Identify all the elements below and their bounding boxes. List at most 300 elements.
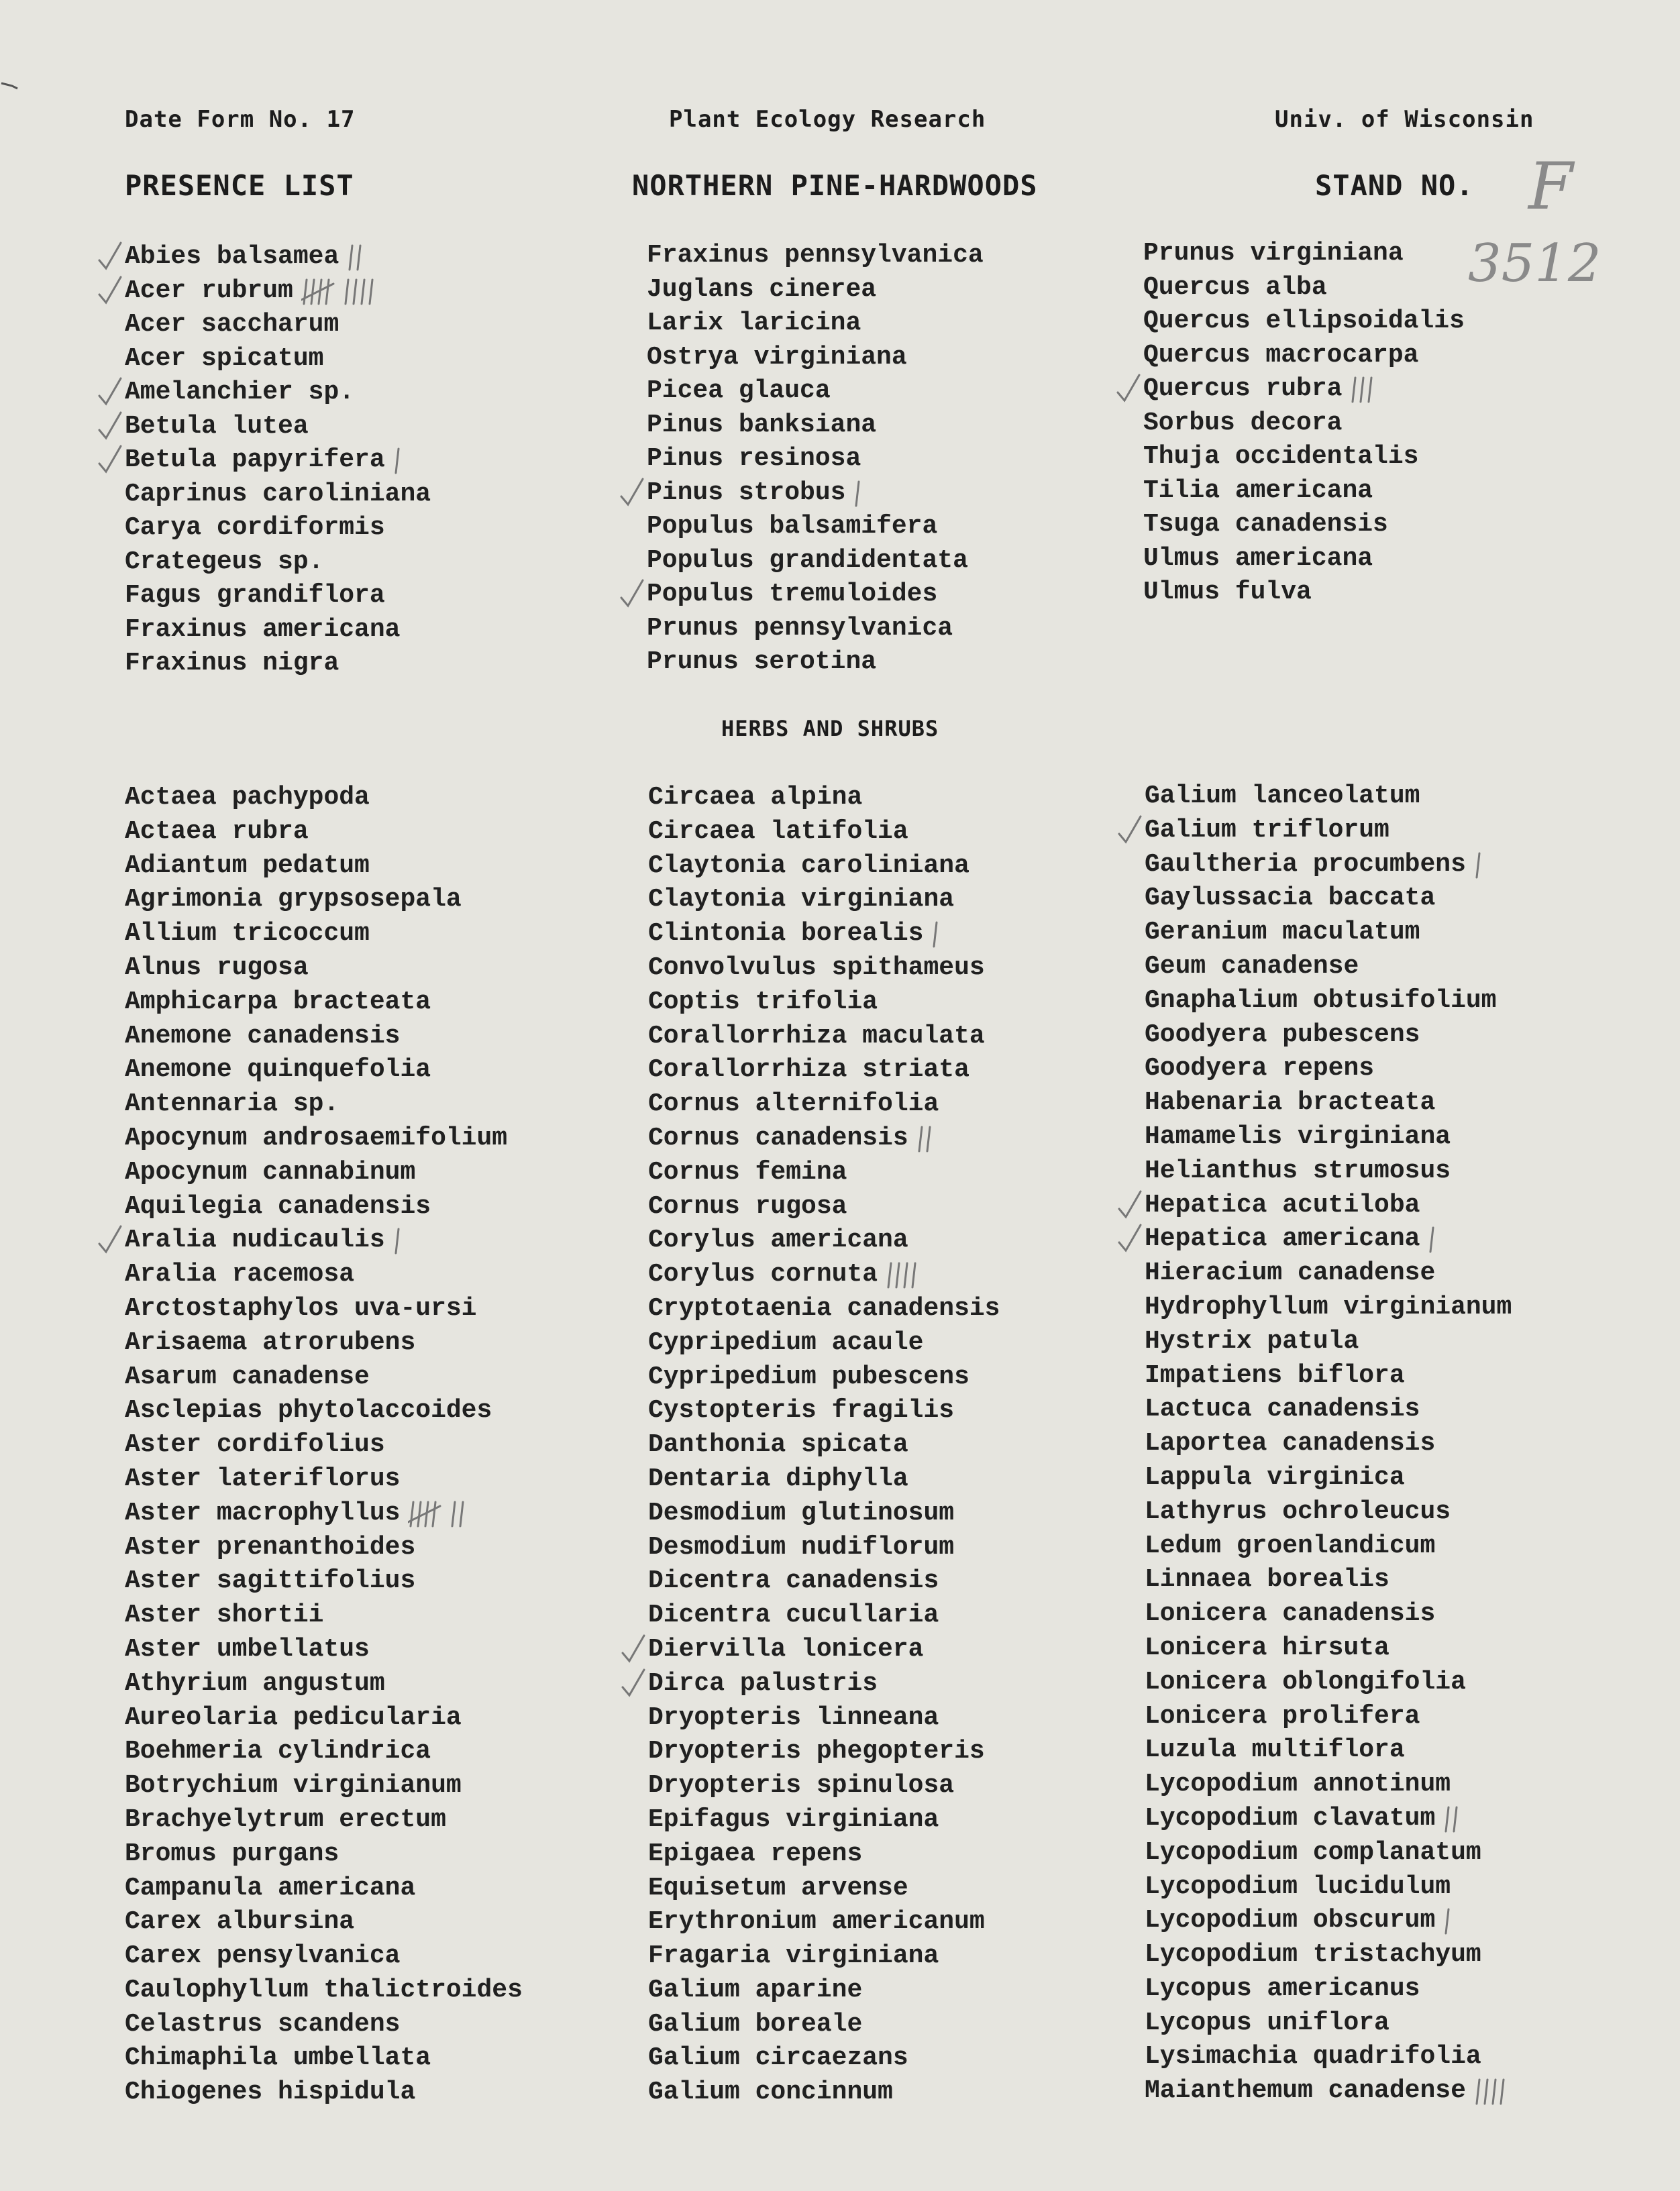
species-pinus-resinosa <box>647 442 984 476</box>
trees-column-2 <box>647 239 984 680</box>
species-name: Hydrophyllum virginianum <box>1145 1292 1512 1322</box>
species-galium-triflorum <box>1145 814 1512 848</box>
species-name: Abies balsamea <box>125 242 339 271</box>
species-coptis-trifolia <box>648 985 1000 1020</box>
species-betula-papyrifera <box>125 443 431 478</box>
species-carya-cordiformis <box>125 511 431 545</box>
species-name: Luzula multiflora <box>1145 1735 1405 1765</box>
species-name: Impatiens biflora <box>1145 1360 1405 1390</box>
species-arisaema-atrorubens <box>125 1326 523 1360</box>
species-name: Tsuga canadensis <box>1143 510 1388 539</box>
species-name: Caulophyllum thalictroides <box>125 1975 523 2005</box>
species-ulmus-americana <box>1143 542 1465 576</box>
species-lathyrus-ochroleucus <box>1145 1495 1512 1530</box>
species-corylus-cornuta <box>648 1258 1000 1292</box>
species-lycopus-uniflora <box>1145 2007 1512 2041</box>
species-name: Prunus pennsylvanica <box>647 613 953 643</box>
form-number: Date Form No. 17 <box>125 106 356 133</box>
species-lycopodium-lucidulum <box>1145 1870 1512 1905</box>
tally-marks <box>931 920 946 949</box>
species-lycopodium-complanatum <box>1145 1836 1512 1870</box>
species-name: Pinus banksiana <box>647 410 877 439</box>
species-name: Lonicera prolifera <box>1145 1701 1420 1731</box>
species-name: Corallorrhiza maculata <box>648 1021 985 1051</box>
check-mark-icon <box>97 240 123 271</box>
species-name: Adiantum pedatum <box>125 851 370 880</box>
species-allium-tricoccum <box>125 917 523 951</box>
species-name: Crategeus sp. <box>125 547 324 576</box>
species-circaea-latifolia <box>648 815 1000 849</box>
species-name: Clintonia borealis <box>648 919 924 949</box>
species-name: Amelanchier sp. <box>125 378 355 407</box>
species-aster-cordifolius <box>125 1428 523 1462</box>
check-mark-icon <box>97 1224 123 1254</box>
species-name: Aster macrophyllus <box>125 1498 401 1528</box>
species-name: Allium tricoccum <box>125 919 370 949</box>
tally-marks <box>886 1261 925 1290</box>
species-picea-glauca <box>647 374 984 409</box>
species-name: Cornus alternifolia <box>648 1089 939 1119</box>
species-gnaphalium-obtusifolium <box>1145 984 1512 1018</box>
species-name: Galium boreale <box>648 2009 863 2039</box>
species-name: Epifagus virginiana <box>648 1805 939 1834</box>
species-name: Lycopodium clavatum <box>1145 1803 1436 1833</box>
species-name: Chimaphila umbellata <box>125 2043 431 2073</box>
species-juglans-cinerea <box>647 273 984 307</box>
check-mark-icon <box>97 443 123 474</box>
species-corylus-americana <box>648 1224 1000 1258</box>
check-mark-icon <box>620 1667 647 1698</box>
species-lycopodium-obscurum <box>1145 1904 1512 1938</box>
species-name: Quercus rubra <box>1143 374 1343 403</box>
species-fagus-grandiflora <box>125 579 431 613</box>
species-name: Dicentra cucullaria <box>648 1601 939 1630</box>
species-crategeus-sp <box>125 545 431 580</box>
species-name: Pinus resinosa <box>647 444 861 473</box>
stand-number-handwritten: 3512 <box>1468 233 1602 294</box>
species-aureolaria-pedicularia <box>125 1701 523 1735</box>
species-lonicera-prolifera <box>1145 1700 1512 1734</box>
check-mark-icon <box>97 410 123 441</box>
species-pinus-banksiana <box>647 409 984 443</box>
species-name: Aureolaria pedicularia <box>125 1703 462 1732</box>
species-prunus-serotina <box>647 645 984 680</box>
species-name: Hepatica americana <box>1145 1224 1420 1254</box>
species-carex-albursina <box>125 1905 523 1939</box>
species-name: Lycopodium complanatum <box>1145 1837 1481 1867</box>
species-name: Actaea rubra <box>125 816 309 846</box>
species-galium-circaezans <box>648 2041 1000 2076</box>
species-actaea-rubra <box>125 815 523 849</box>
species-tsuga-canadensis <box>1143 508 1465 542</box>
species-danthonia-spicata <box>648 1428 1000 1462</box>
species-name: Aster prenanthoides <box>125 1532 416 1562</box>
species-name: Lactuca canadensis <box>1145 1395 1420 1424</box>
species-name: Desmodium glutinosum <box>648 1498 955 1528</box>
species-name: Erythronium americanum <box>648 1907 985 1937</box>
species-acer-rubrum <box>125 274 431 309</box>
organization: Plant Ecology Research <box>669 106 986 133</box>
species-anemone-canadensis <box>125 1020 523 1054</box>
species-name: Corallorrhiza striata <box>648 1055 969 1085</box>
species-name: Laportea canadensis <box>1145 1429 1436 1458</box>
species-impatiens-biflora <box>1145 1359 1512 1393</box>
species-name: Epigaea repens <box>648 1839 863 1868</box>
species-larix-laricina <box>647 307 984 341</box>
species-betula-lutea <box>125 410 431 444</box>
species-name: Geum canadense <box>1145 951 1359 981</box>
species-galium-aparine <box>648 1974 1000 2008</box>
species-caprinus-caroliniana <box>125 478 431 512</box>
species-name: Lycopodium tristachyum <box>1145 1940 1481 1970</box>
species-hystrix-patula <box>1145 1325 1512 1359</box>
species-name: Maianthemum canadense <box>1145 2076 1466 2106</box>
species-ulmus-fulva <box>1143 576 1465 610</box>
species-hydrophyllum-virginianum <box>1145 1291 1512 1325</box>
tally-marks <box>916 1124 939 1154</box>
species-habenaria-bracteata <box>1145 1086 1512 1120</box>
species-name: Cornus canadensis <box>648 1123 908 1153</box>
species-name: Chiogenes hispidula <box>125 2078 416 2107</box>
species-cornus-canadensis <box>648 1122 1000 1156</box>
species-name: Populus grandidentata <box>647 545 968 575</box>
species-name: Goodyera pubescens <box>1145 1020 1420 1049</box>
species-name: Celastrus scandens <box>125 2009 401 2039</box>
species-laportea-canadensis <box>1145 1427 1512 1461</box>
species-maianthemum-canadense <box>1145 2074 1512 2108</box>
species-anemone-quinquefolia <box>125 1053 523 1087</box>
species-name: Acer rubrum <box>125 276 293 305</box>
tally-marks <box>1428 1225 1442 1254</box>
species-claytonia-virginiana <box>648 883 1000 917</box>
species-cornus-alternifolia <box>648 1087 1000 1122</box>
species-aster-macrophyllus <box>125 1497 523 1531</box>
species-name: Asclepias phytolaccoides <box>125 1396 492 1426</box>
species-name: Cystopteris fragilis <box>648 1396 955 1426</box>
species-claytonia-caroliniana <box>648 849 1000 884</box>
species-name: Corylus americana <box>648 1226 908 1255</box>
species-name: Prunus serotina <box>647 647 877 676</box>
species-name: Carya cordiformis <box>125 513 385 542</box>
species-aster-prenanthoides <box>125 1531 523 1565</box>
species-name: Galium aparine <box>648 1975 863 2005</box>
species-name: Antennaria sp. <box>125 1089 339 1119</box>
species-lappula-virginica <box>1145 1461 1512 1495</box>
tally-marks <box>393 1226 408 1256</box>
species-name: Betula lutea <box>125 411 309 441</box>
species-name: Populus tremuloides <box>647 580 938 608</box>
species-brachyelytrum-erectum <box>125 1803 523 1837</box>
species-fraxinus-americana <box>125 613 431 647</box>
species-asclepias-phytolaccoides <box>125 1394 523 1428</box>
species-cryptotaenia-canadensis <box>648 1292 1000 1326</box>
species-name: Galium triflorum <box>1145 815 1389 845</box>
check-mark-icon <box>1116 1222 1143 1253</box>
species-acer-saccharum <box>125 308 431 342</box>
species-lysimachia-quadrifolia <box>1145 2040 1512 2074</box>
species-name: Lonicera hirsuta <box>1145 1633 1389 1662</box>
species-populus-tremuloides <box>647 578 984 612</box>
species-name: Anemone canadensis <box>125 1021 401 1051</box>
species-name: Carex pensylvanica <box>125 1941 401 1971</box>
species-dryopteris-spinulosa <box>648 1769 1000 1803</box>
species-circaea-alpina <box>648 781 1000 815</box>
species-name: Gnaphalium obtusifolium <box>1145 985 1497 1015</box>
species-pinus-strobus <box>647 476 984 511</box>
species-name: Carex albursina <box>125 1907 355 1937</box>
species-name: Apocynum cannabinum <box>125 1157 416 1187</box>
species-name: Agrimonia grypsosepala <box>125 885 462 914</box>
check-mark-icon <box>620 1633 647 1664</box>
species-prunus-pennsylvanica <box>647 612 984 646</box>
species-name: Ulmus americana <box>1143 543 1373 573</box>
species-bromus-purgans <box>125 1837 523 1872</box>
species-name: Actaea pachypoda <box>125 783 370 812</box>
species-dryopteris-phegopteris <box>648 1735 1000 1769</box>
species-name: Arisaema atrorubens <box>125 1328 416 1357</box>
species-name: Fagus grandiflora <box>125 581 385 610</box>
species-epigaea-repens <box>648 1837 1000 1872</box>
species-corallorrhiza-striata <box>648 1053 1000 1087</box>
species-name: Betula papyrifera <box>125 445 385 474</box>
species-boehmeria-cylindrica <box>125 1735 523 1769</box>
species-name: Geranium maculatum <box>1145 918 1420 947</box>
species-ostrya-virginiana <box>647 341 984 375</box>
species-name: Circaea alpina <box>648 783 863 812</box>
species-ledum-groenlandicum <box>1145 1530 1512 1564</box>
species-name: Aquilegia canadensis <box>125 1191 431 1221</box>
species-name: Linnaea borealis <box>1145 1565 1389 1595</box>
species-caulophyllum-thalictroides <box>125 1974 523 2008</box>
species-geranium-maculatum <box>1145 916 1512 950</box>
species-clintonia-borealis <box>648 917 1000 951</box>
check-mark-icon <box>619 476 645 507</box>
species-botrychium-virginianum <box>125 1769 523 1803</box>
species-galium-lanceolatum <box>1145 780 1512 814</box>
species-gaylussacia-baccata <box>1145 881 1512 916</box>
tally-marks <box>347 243 370 272</box>
species-cornus-rugosa <box>648 1190 1000 1224</box>
species-name: Coptis trifolia <box>648 987 878 1016</box>
species-name: Galium lanceolatum <box>1145 782 1420 810</box>
species-name: Cypripedium acaule <box>648 1328 924 1357</box>
species-name: Picea glauca <box>647 376 831 405</box>
species-name: Hepatica acutiloba <box>1145 1190 1420 1220</box>
species-dryopteris-linneana <box>648 1701 1000 1735</box>
herbs-column-2 <box>648 781 1000 2110</box>
species-name: Claytonia virginiana <box>648 885 955 914</box>
tally-marks <box>1350 375 1381 405</box>
species-name: Galium concinnum <box>648 2078 893 2107</box>
species-name: Dryopteris linneana <box>648 1703 939 1732</box>
species-erythronium-americanum <box>648 1905 1000 1939</box>
species-lycopus-americanus <box>1145 1972 1512 2007</box>
community-title: NORTHERN PINE-HARDWOODS <box>632 169 1038 202</box>
species-name: Hieracium canadense <box>1145 1259 1436 1288</box>
species-name: Botrychium virginianum <box>125 1771 462 1801</box>
species-name: Goodyera repens <box>1145 1054 1375 1083</box>
species-luzula-multiflora <box>1145 1733 1512 1768</box>
species-aster-shortii <box>125 1599 523 1633</box>
species-name: Juglans cinerea <box>647 274 877 304</box>
species-name: Diervilla lonicera <box>648 1634 924 1664</box>
species-dicentra-cucullaria <box>648 1599 1000 1633</box>
species-name: Aster umbellatus <box>125 1634 370 1664</box>
herbs-column-3 <box>1145 780 1512 2108</box>
species-celastrus-scandens <box>125 2008 523 2042</box>
species-name: Pinus strobus <box>647 478 846 507</box>
species-tilia-americana <box>1143 474 1465 509</box>
species-name: Dentaria diphylla <box>648 1464 908 1493</box>
paper-speck <box>0 79 20 90</box>
species-name: Danthonia spicata <box>648 1430 908 1460</box>
check-mark-icon <box>1116 1189 1143 1220</box>
tally-marks <box>1474 851 1489 880</box>
species-populus-grandidentata <box>647 544 984 578</box>
species-quercus-alba <box>1143 271 1465 305</box>
species-name: Gaylussacia baccata <box>1145 884 1436 913</box>
stand-letter-handwritten: F <box>1528 149 1573 224</box>
species-cypripedium-acaule <box>648 1326 1000 1360</box>
species-name: Lycopus uniflora <box>1145 2008 1389 2037</box>
species-name: Thuja occidentalis <box>1143 442 1419 471</box>
species-name: Apocynum androsaemifolium <box>125 1123 508 1153</box>
species-name: Cornus femina <box>648 1157 847 1187</box>
species-fragaria-virginiana <box>648 1939 1000 1974</box>
species-name: Fraxinus pennsylvanica <box>647 241 984 270</box>
species-name: Caprinus caroliniana <box>125 479 431 509</box>
species-sorbus-decora <box>1143 407 1465 441</box>
species-alnus-rugosa <box>125 951 523 985</box>
species-name: Prunus virginiana <box>1143 239 1404 268</box>
species-apocynum-cannabinum <box>125 1156 523 1190</box>
species-carex-pensylvanica <box>125 1939 523 1974</box>
species-dirca-palustris <box>648 1667 1000 1701</box>
species-name: Equisetum arvense <box>648 1873 908 1903</box>
species-agrimonia-grypsosepala <box>125 883 523 917</box>
university: Univ. of Wisconsin <box>1275 106 1534 133</box>
species-epifagus-virginiana <box>648 1803 1000 1837</box>
species-cornus-femina <box>648 1156 1000 1190</box>
species-actaea-pachypoda <box>125 781 523 815</box>
species-name: Lonicera canadensis <box>1145 1599 1436 1629</box>
species-amelanchier-sp <box>125 376 431 410</box>
species-name: Aster cordifolius <box>125 1430 385 1460</box>
species-goodyera-repens <box>1145 1052 1512 1086</box>
species-equisetum-arvense <box>648 1872 1000 1906</box>
species-name: Fraxinus nigra <box>125 649 339 678</box>
species-quercus-rubra <box>1143 372 1465 407</box>
species-name: Claytonia caroliniana <box>648 851 969 880</box>
species-acer-spicatum <box>125 342 431 376</box>
species-name: Aralia racemosa <box>125 1260 355 1289</box>
species-name: Galium circaezans <box>648 2043 908 2073</box>
tally-marks <box>1474 2077 1513 2106</box>
species-name: Acer spicatum <box>125 343 324 373</box>
species-name: Fraxinus americana <box>125 614 401 644</box>
species-name: Lycopodium lucidulum <box>1145 1872 1451 1901</box>
species-aralia-racemosa <box>125 1258 523 1292</box>
species-name: Habenaria bracteata <box>1145 1088 1436 1118</box>
tally-marks <box>408 1499 472 1529</box>
check-mark-icon <box>97 376 123 407</box>
species-arctostaphylos-uva-ursi <box>125 1292 523 1326</box>
species-galium-boreale <box>648 2008 1000 2042</box>
species-goodyera-pubescens <box>1145 1018 1512 1053</box>
species-athyrium-angustum <box>125 1667 523 1701</box>
species-name: Quercus ellipsoidalis <box>1143 307 1465 335</box>
species-linnaea-borealis <box>1145 1563 1512 1597</box>
species-name: Hystrix patula <box>1145 1326 1359 1356</box>
check-mark-icon <box>97 274 123 305</box>
species-cypripedium-pubescens <box>648 1360 1000 1395</box>
species-name: Sorbus decora <box>1143 408 1343 437</box>
species-aster-lateriflorus <box>125 1462 523 1497</box>
check-mark-icon <box>1116 814 1143 845</box>
species-name: Aster sagittifolius <box>125 1566 416 1596</box>
species-name: Dicentra canadensis <box>648 1566 939 1596</box>
species-lonicera-oblongifolia <box>1145 1666 1512 1700</box>
species-name: Lathyrus ochroleucus <box>1145 1497 1451 1526</box>
species-name: Corylus cornuta <box>648 1260 878 1289</box>
species-name: Desmodium nudiflorum <box>648 1532 955 1562</box>
species-name: Quercus macrocarpa <box>1143 340 1419 370</box>
species-name: Lonicera oblongifolia <box>1145 1667 1466 1697</box>
tally-marks <box>301 277 382 307</box>
tally-marks <box>393 446 408 476</box>
species-name: Campanula americana <box>125 1873 416 1903</box>
species-name: Lycopodium obscurum <box>1145 1906 1436 1935</box>
species-aquilegia-canadensis <box>125 1190 523 1224</box>
species-name: Populus balsamifera <box>647 512 938 541</box>
species-gaultheria-procumbens <box>1145 848 1512 882</box>
species-chimaphila-umbellata <box>125 2041 523 2076</box>
species-abies-balsamea <box>125 240 431 274</box>
species-apocynum-androsaemifolium <box>125 1122 523 1156</box>
trees-column-1 <box>125 240 431 681</box>
list-title: PRESENCE LIST <box>125 169 354 202</box>
species-name: Dryopteris spinulosa <box>648 1771 955 1801</box>
species-lycopodium-annotinum <box>1145 1768 1512 1802</box>
species-galium-concinnum <box>648 2076 1000 2110</box>
species-name: Lycopus americanus <box>1145 1974 1420 2003</box>
species-lycopodium-clavatum <box>1145 1802 1512 1836</box>
species-adiantum-pedatum <box>125 849 523 884</box>
herbs-section-title: HERBS AND SHRUBS <box>721 716 939 741</box>
trees-column-3 <box>1143 237 1465 610</box>
species-lactuca-canadensis <box>1145 1393 1512 1427</box>
tally-marks <box>1443 1805 1466 1834</box>
species-campanula-americana <box>125 1872 523 1906</box>
species-aralia-nudicaulis <box>125 1224 523 1258</box>
species-name: Cryptotaenia canadensis <box>648 1293 1000 1323</box>
species-name: Circaea latifolia <box>648 816 908 846</box>
species-aster-umbellatus <box>125 1633 523 1667</box>
species-name: Cypripedium pubescens <box>648 1362 969 1391</box>
species-name: Cornus rugosa <box>648 1191 847 1221</box>
check-mark-icon <box>619 578 645 608</box>
species-fraxinus-pennsylvanica <box>647 239 984 273</box>
species-chiogenes-hispidula <box>125 2076 523 2110</box>
species-name: Lycopodium annotinum <box>1145 1770 1451 1799</box>
species-asarum-canadense <box>125 1360 523 1395</box>
species-name: Aralia nudicaulis <box>125 1226 385 1255</box>
species-name: Asarum canadense <box>125 1362 370 1391</box>
species-name: Dryopteris phegopteris <box>648 1737 985 1766</box>
species-name: Tilia americana <box>1143 476 1373 505</box>
species-name: Aster lateriflorus <box>125 1464 401 1493</box>
species-dicentra-canadensis <box>648 1564 1000 1599</box>
